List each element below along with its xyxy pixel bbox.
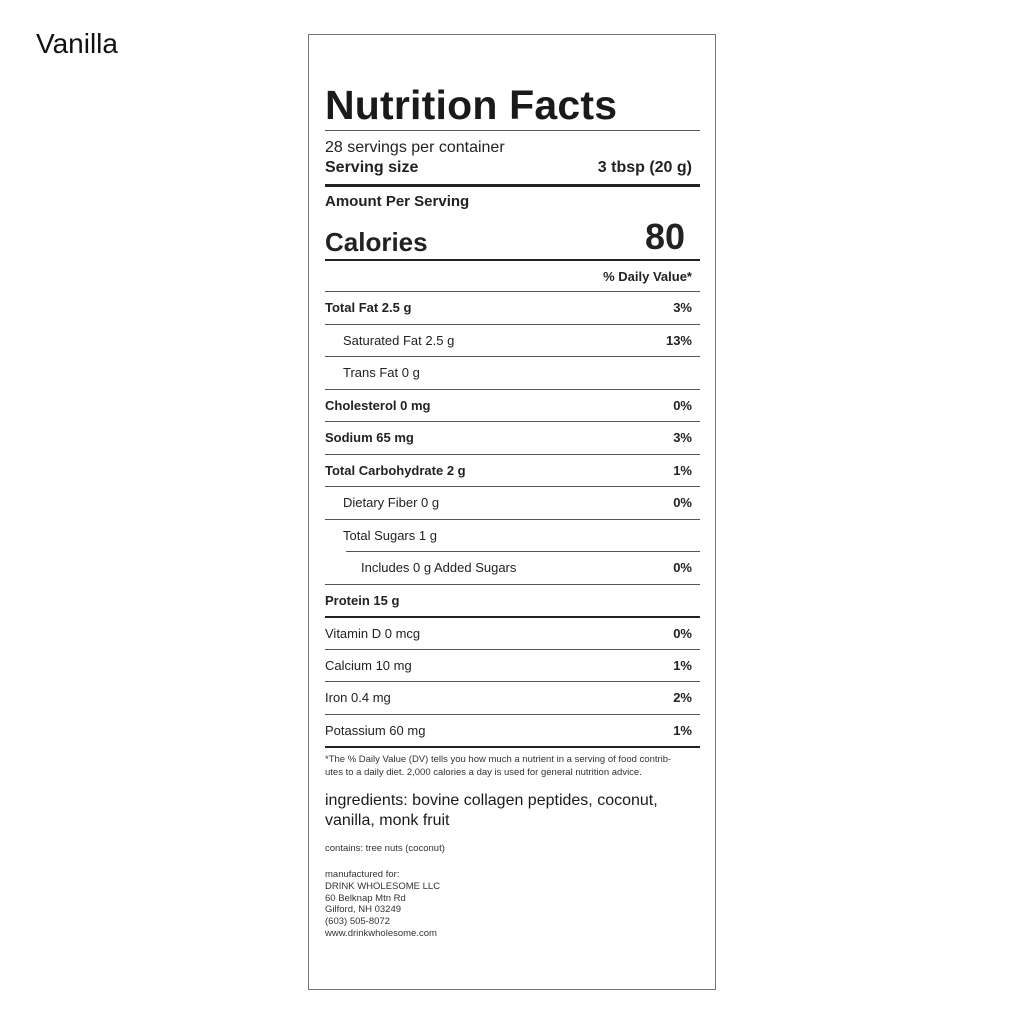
- nutrient-daily-value: 2%: [673, 690, 692, 705]
- divider-thick: [325, 746, 700, 748]
- servings-per-container: 28 servings per container: [325, 139, 505, 156]
- nutrient-daily-value: 3%: [673, 430, 692, 445]
- divider: [325, 130, 700, 131]
- daily-value-header: % Daily Value*: [603, 269, 692, 284]
- calories-value: 80: [644, 216, 685, 257]
- nutrient-row-sodium: [325, 422, 700, 454]
- ingredients-line: ingredients: bovine collagen peptides, coconut,: [325, 792, 658, 809]
- nutrient-row-potassium: [325, 715, 700, 747]
- manufacturer-name: DRINK WHOLESOME LLC: [325, 880, 441, 892]
- nutrient-row-vitamin-d: [325, 618, 700, 650]
- nutrient-name: Iron 0.4 mg: [325, 690, 391, 705]
- nutrient-row-calcium: [325, 650, 700, 682]
- serving-size-value: 3 tbsp (20 g): [597, 159, 692, 176]
- nutrient-row-added-sugars: [325, 552, 700, 584]
- nutrient-name: Potassium 60 mg: [325, 723, 426, 738]
- nutrient-daily-value: 13%: [665, 333, 692, 348]
- nutrient-daily-value: 1%: [673, 723, 692, 738]
- nutrient-name: Trans Fat 0 g: [343, 365, 420, 380]
- nutrient-row-total-fat: [325, 292, 700, 324]
- nutrient-row-total-carbohydrate: [325, 455, 700, 487]
- nutrient-daily-value: 0%: [673, 398, 692, 413]
- allergen-statement: contains: tree nuts (coconut): [325, 843, 445, 854]
- nutrient-daily-value: 0%: [673, 560, 692, 575]
- manufacturer-phone: (603) 505-8072: [325, 916, 390, 928]
- amount-per-serving: Amount Per Serving: [325, 193, 470, 210]
- label-title: Nutrition Facts: [325, 82, 618, 128]
- nutrient-row-total-sugars: [325, 520, 700, 552]
- divider-thick: [325, 184, 700, 187]
- nutrient-daily-value: 0%: [673, 495, 692, 510]
- nutrient-name: Sodium 65 mg: [325, 430, 414, 445]
- nutrient-daily-value: 0%: [673, 626, 692, 641]
- manufacturer-info: [325, 869, 440, 940]
- nutrient-row-protein: [325, 585, 700, 617]
- footnote-line: utes to a daily diet. 2,000 calories a day is used for general nutrition advice.: [325, 767, 642, 778]
- nutrient-name: Cholesterol 0 mg: [325, 398, 431, 413]
- nutrient-daily-value: 1%: [673, 463, 692, 478]
- nutrient-row-cholesterol: [325, 390, 700, 422]
- nutrient-daily-value: 3%: [673, 300, 692, 315]
- divider: [325, 259, 700, 261]
- nutrient-name: Saturated Fat 2.5 g: [343, 333, 455, 348]
- nutrient-daily-value: 1%: [673, 658, 692, 673]
- nutrient-row-trans-fat: [325, 357, 700, 389]
- serving-size-label: Serving size: [325, 159, 419, 176]
- nutrient-name: Total Fat 2.5 g: [325, 300, 412, 315]
- manufacturer-street: 60 Belknap Mtn Rd: [325, 892, 406, 904]
- nutrition-label: [308, 34, 716, 990]
- manufacturer-line: manufactured for:: [325, 869, 400, 880]
- nutrient-name: Calcium 10 mg: [325, 658, 412, 673]
- flavor-title: Vanilla: [36, 28, 118, 59]
- manufacturer-city: Gilford, NH 03249: [325, 904, 402, 916]
- nutrient-name: Protein 15 g: [325, 593, 400, 608]
- nutrient-name: Dietary Fiber 0 g: [343, 495, 440, 510]
- manufacturer-website: www.drinkwholesome.com: [325, 927, 437, 939]
- nutrient-name: Total Carbohydrate 2 g: [325, 463, 466, 478]
- footnote-line: *The % Daily Value (DV) tells you how much a nutrient in a serving of food contrib-: [325, 754, 672, 765]
- calories-label: Calories: [325, 227, 428, 257]
- ingredients-line: vanilla, monk fruit: [325, 812, 450, 829]
- nutrient-name: Total Sugars 1 g: [343, 528, 437, 543]
- nutrient-row-dietary-fiber: [325, 487, 700, 519]
- ingredients: [325, 791, 700, 831]
- nutrient-name: Vitamin D 0 mcg: [325, 626, 421, 641]
- nutrient-row-iron: [325, 682, 700, 714]
- nutrient-row-saturated-fat: [325, 325, 700, 357]
- nutrient-name: Includes 0 g Added Sugars: [361, 560, 517, 575]
- daily-value-footnote: [325, 753, 700, 779]
